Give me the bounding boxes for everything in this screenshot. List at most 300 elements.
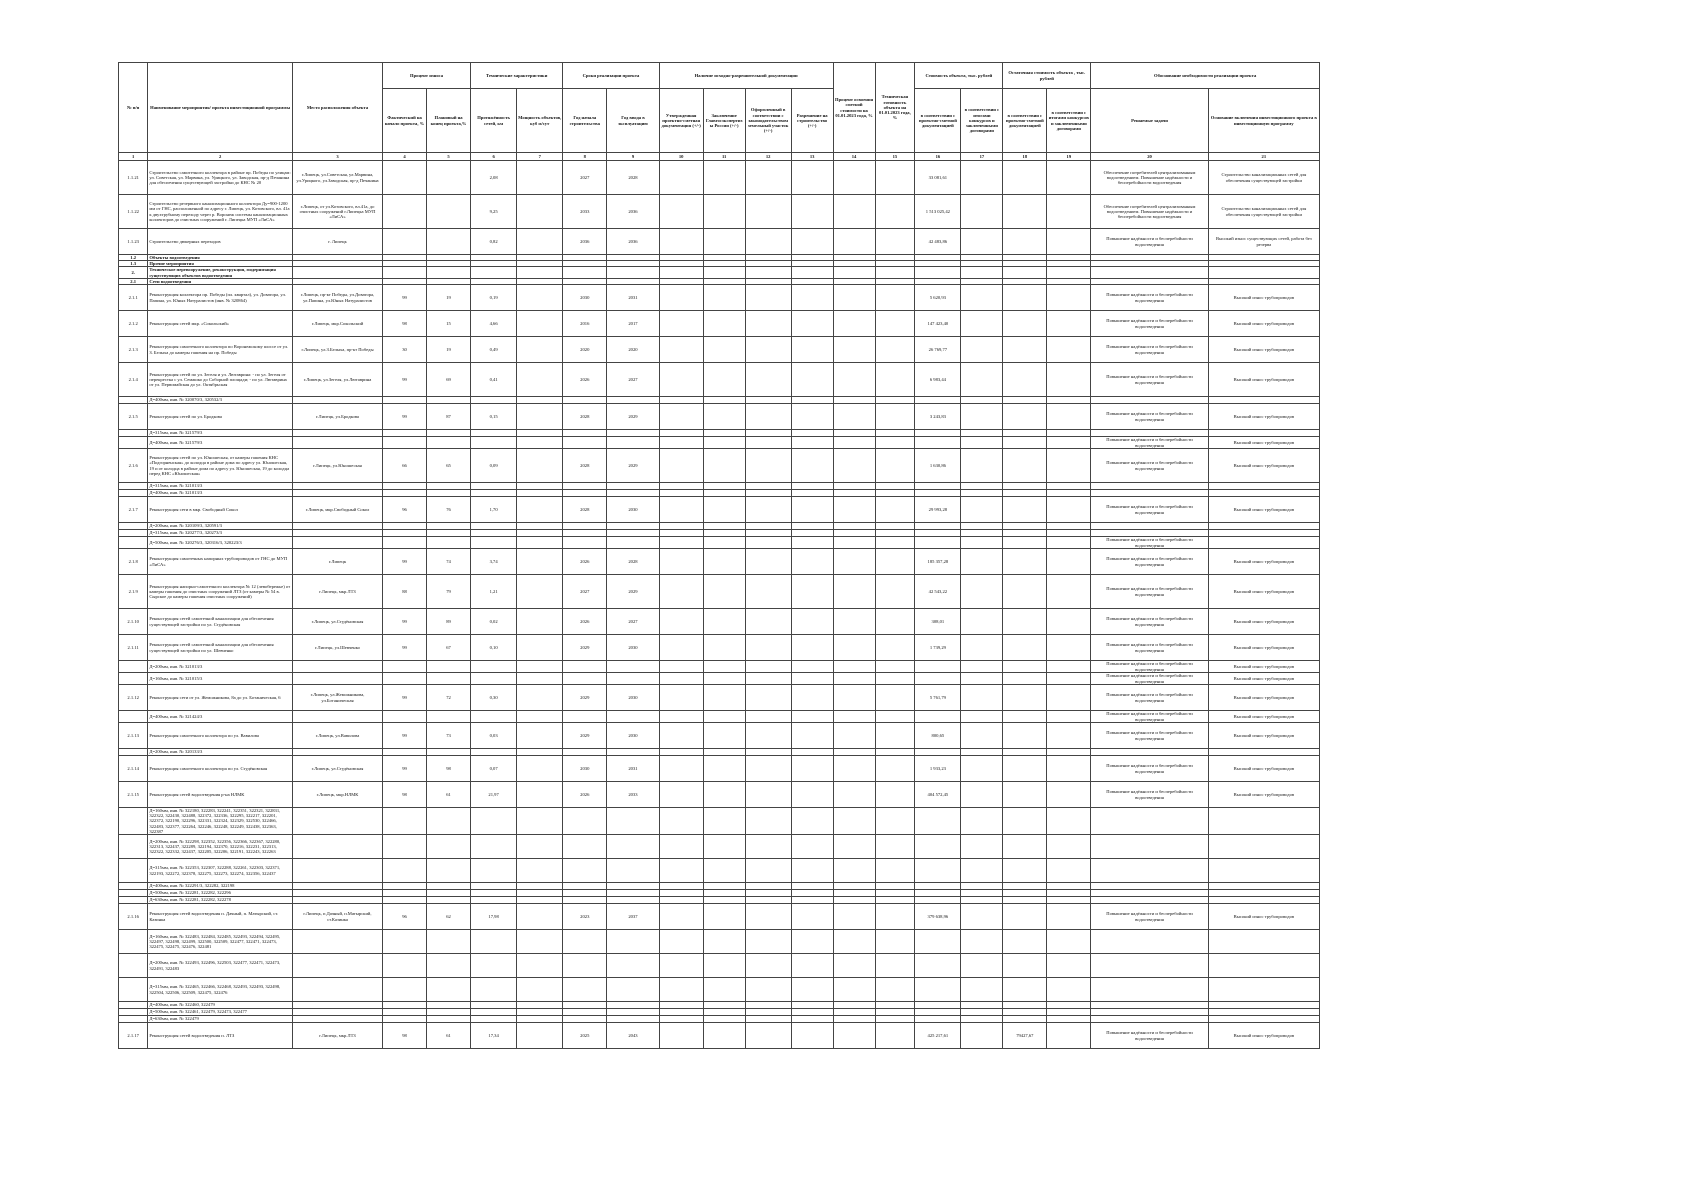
row-land (745, 285, 791, 311)
row-cost-contract (961, 1016, 1003, 1023)
row-actual-wear (383, 1002, 427, 1009)
row-name: Д=400мм, инв. № 322460, 322479 (148, 1002, 293, 1009)
row-cost: 1 630,86 (915, 449, 961, 483)
table-row (119, 229, 1320, 255)
row-expertise (703, 835, 745, 859)
row-planned-wear (427, 1016, 471, 1023)
row-expertise (703, 661, 745, 673)
row-design-docs (659, 883, 703, 890)
row-readiness (875, 1009, 915, 1016)
row-planned-wear: 73 (427, 723, 471, 749)
row-number: 1.1.23 (119, 229, 148, 255)
row-land (745, 195, 791, 229)
row-land (745, 537, 791, 549)
row-permit (791, 437, 833, 449)
row-rest-cost (1003, 549, 1047, 575)
row-length: 17,98 (471, 904, 517, 930)
row-capacity (517, 311, 563, 337)
row-cost-percent (833, 530, 875, 537)
row-permit (791, 530, 833, 537)
row-rest-cost (1003, 782, 1047, 808)
row-land (745, 723, 791, 749)
row-number (119, 808, 148, 835)
row-name: Д=200мм, инв. № 320109/3, 320591/3 (148, 523, 293, 530)
row-end-year (607, 835, 659, 859)
row-design-docs (659, 711, 703, 723)
table-row (119, 897, 1320, 904)
row-length (471, 711, 517, 723)
row-cost: 42 483,86 (915, 229, 961, 255)
row-readiness (875, 1016, 915, 1023)
row-readiness (875, 756, 915, 782)
row-planned-wear: 19 (427, 285, 471, 311)
row-end-year: 2029 (607, 449, 659, 483)
row-basis (1208, 859, 1319, 883)
row-rest-contract (1047, 497, 1091, 523)
row-rest-cost (1003, 883, 1047, 890)
row-expertise (703, 483, 745, 490)
row-permit (791, 549, 833, 575)
row-basis: Высокий износ трубопроводов (1208, 685, 1319, 711)
row-cost-percent (833, 661, 875, 673)
row-cost-contract (961, 808, 1003, 835)
row-expertise (703, 711, 745, 723)
row-basis: Высокий износ трубопроводов (1208, 1023, 1319, 1049)
row-capacity (517, 1016, 563, 1023)
row-name: Объекты водоотведения (148, 255, 293, 261)
row-readiness (875, 808, 915, 835)
row-task (1091, 490, 1208, 497)
row-capacity (517, 497, 563, 523)
row-design-docs (659, 897, 703, 904)
table-row (119, 285, 1320, 311)
row-rest-cost (1003, 890, 1047, 897)
row-place: г.Липецк, мкр.ЛТЗ (292, 575, 382, 609)
table-row (119, 808, 1320, 835)
row-name: Д=630мм, инв. № 322281, 322282, 322278 (148, 897, 293, 904)
row-readiness (875, 404, 915, 430)
table-row (119, 267, 1320, 278)
row-permit (791, 673, 833, 685)
row-length: 0,30 (471, 685, 517, 711)
row-place: г.Липецк, ул.Шевченко (292, 635, 382, 661)
table-row (119, 930, 1320, 954)
row-start-year (563, 490, 607, 497)
row-expertise (703, 673, 745, 685)
row-expertise (703, 267, 745, 278)
row-place: г. Липецк (292, 229, 382, 255)
row-expertise (703, 229, 745, 255)
row-end-year: 2017 (607, 311, 659, 337)
row-task (1091, 1016, 1208, 1023)
column-number: 12 (745, 153, 791, 161)
row-rest-cost (1003, 530, 1047, 537)
row-rest-contract (1047, 490, 1091, 497)
row-task: Повышение надёжности и бесперебойности водоотведения (1091, 311, 1208, 337)
row-rest-cost (1003, 363, 1047, 397)
row-land (745, 954, 791, 978)
row-name: Реконструкция сетей самотечной канализации для обеспечения существующей застройки по ул. Шевченко (148, 635, 293, 661)
row-start-year (563, 883, 607, 890)
row-readiness (875, 954, 915, 978)
row-design-docs (659, 549, 703, 575)
row-actual-wear (383, 749, 427, 756)
row-rest-contract (1047, 311, 1091, 337)
row-land (745, 337, 791, 363)
row-capacity (517, 483, 563, 490)
row-planned-wear (427, 859, 471, 883)
row-length (471, 883, 517, 890)
row-length (471, 397, 517, 404)
column-number: 9 (607, 153, 659, 161)
row-length: 17,34 (471, 1023, 517, 1049)
row-capacity (517, 835, 563, 859)
row-basis (1208, 883, 1319, 890)
row-rest-contract (1047, 549, 1091, 575)
row-cost: 1 739,29 (915, 635, 961, 661)
row-actual-wear (383, 897, 427, 904)
row-start-year: 2025 (563, 1023, 607, 1049)
row-place: г.Липецк, ул.Юношеская (292, 449, 382, 483)
row-start-year: 2016 (563, 311, 607, 337)
row-cost-contract (961, 430, 1003, 437)
row-expertise (703, 930, 745, 954)
row-place (292, 954, 382, 978)
row-basis (1208, 490, 1319, 497)
row-land (745, 549, 791, 575)
row-capacity (517, 685, 563, 711)
row-length (471, 1016, 517, 1023)
row-readiness (875, 397, 915, 404)
row-cost: 29 993,28 (915, 497, 961, 523)
row-name: Прочие мероприятия (148, 261, 293, 267)
row-planned-wear (427, 890, 471, 897)
row-number (119, 437, 148, 449)
row-design-docs (659, 483, 703, 490)
row-name: Д=400мм, инв. № 321579/3 (148, 437, 293, 449)
row-rest-cost (1003, 523, 1047, 530)
row-place (292, 883, 382, 890)
column-number: 13 (791, 153, 833, 161)
row-start-year (563, 537, 607, 549)
row-number (119, 749, 148, 756)
row-capacity (517, 711, 563, 723)
row-length: 1,70 (471, 497, 517, 523)
row-basis: Высокий износ трубопроводов (1208, 723, 1319, 749)
row-land (745, 497, 791, 523)
row-actual-wear (383, 195, 427, 229)
row-number: 2.1.8 (119, 549, 148, 575)
row-cost-contract (961, 749, 1003, 756)
row-number: 1.2 (119, 255, 148, 261)
row-readiness (875, 711, 915, 723)
row-capacity (517, 723, 563, 749)
row-cost-percent (833, 523, 875, 530)
row-task: Повышение надёжности и бесперебойности водоотведения (1091, 449, 1208, 483)
row-rest-contract (1047, 430, 1091, 437)
row-number: 2.1.15 (119, 782, 148, 808)
table-row (119, 859, 1320, 883)
row-cost-contract (961, 337, 1003, 363)
row-expertise (703, 883, 745, 890)
row-capacity (517, 808, 563, 835)
row-actual-wear (383, 523, 427, 530)
row-rest-cost (1003, 673, 1047, 685)
row-start-year (563, 711, 607, 723)
row-rest-contract (1047, 673, 1091, 685)
row-rest-contract (1047, 954, 1091, 978)
row-cost (915, 267, 961, 278)
row-rest-contract (1047, 1002, 1091, 1009)
row-capacity (517, 449, 563, 483)
row-rest-contract (1047, 523, 1091, 530)
row-design-docs (659, 782, 703, 808)
table-row (119, 549, 1320, 575)
row-name: Строительство резервного канализационного коллектора Ду=900-1200 мм от ГНС, расположенной по адресу г. Липецк, ул. Котовского, вл. 41а к двухтрубному переходу через р. Воронеж системы канализационных коллекторов до очистных сооружений г. Липецка МУП «ЛиСА» (148, 195, 293, 229)
row-end-year: 2028 (607, 161, 659, 195)
row-readiness (875, 229, 915, 255)
row-cost-percent (833, 890, 875, 897)
row-basis: Высокий износ трубопроводов (1208, 635, 1319, 661)
row-land (745, 835, 791, 859)
row-actual-wear: 98 (383, 782, 427, 808)
row-place: г.Липецк, мкр.ЛТЗ (292, 1023, 382, 1049)
row-planned-wear: 98 (427, 756, 471, 782)
row-expertise (703, 904, 745, 930)
row-rest-cost: 79427,67 (1003, 1023, 1047, 1049)
row-readiness (875, 1023, 915, 1049)
col-cost-percent: Процент освоения сметной стоимости на 01.01.2023 года, % (833, 63, 875, 153)
row-cost-contract (961, 859, 1003, 883)
row-permit (791, 449, 833, 483)
row-design-docs (659, 397, 703, 404)
row-capacity (517, 530, 563, 537)
row-rest-cost (1003, 661, 1047, 673)
row-name: Реконструкция коллектора пр. Победы (пл. квартал), ул. Доватора, ул. Папина, ул. Юных Натуралистов (инв. № 320864) (148, 285, 293, 311)
row-cost-contract (961, 161, 1003, 195)
row-length (471, 1009, 517, 1016)
row-planned-wear (427, 749, 471, 756)
row-land (745, 161, 791, 195)
row-permit (791, 497, 833, 523)
row-start-year (563, 483, 607, 490)
row-land (745, 1016, 791, 1023)
row-cost-contract (961, 890, 1003, 897)
row-length: 0,02 (471, 609, 517, 635)
row-number: 2.1.11 (119, 635, 148, 661)
row-cost-percent (833, 723, 875, 749)
row-name: Д=315мм, инв. № 321013/3 (148, 483, 293, 490)
row-cost (915, 808, 961, 835)
row-capacity (517, 490, 563, 497)
col-rest-design: в соответствии с проектно-сметной документацией (1003, 89, 1047, 153)
table-row (119, 161, 1320, 195)
row-rest-cost (1003, 835, 1047, 859)
row-land (745, 490, 791, 497)
row-expertise (703, 954, 745, 978)
row-planned-wear (427, 161, 471, 195)
row-end-year (607, 430, 659, 437)
row-place (292, 808, 382, 835)
row-readiness (875, 530, 915, 537)
row-cost-contract (961, 549, 1003, 575)
row-length (471, 978, 517, 1002)
row-cost-percent (833, 1002, 875, 1009)
row-expertise (703, 1002, 745, 1009)
row-place (292, 897, 382, 904)
row-task: Повышение надёжности и бесперебойности водоотведения (1091, 609, 1208, 635)
col-readiness: Техническая готовность объекта на 01.01.2023 года, % (875, 63, 915, 153)
row-start-year (563, 808, 607, 835)
table-row (119, 890, 1320, 897)
column-number: 3 (292, 153, 382, 161)
row-planned-wear (427, 537, 471, 549)
row-task: Повышение надёжности и бесперебойности водоотведения (1091, 661, 1208, 673)
row-length (471, 490, 517, 497)
row-number: 2.1 (119, 278, 148, 284)
row-task: Повышение надёжности и бесперебойности водоотведения (1091, 404, 1208, 430)
row-number: 2. (119, 267, 148, 278)
row-cost-percent (833, 756, 875, 782)
row-place (292, 673, 382, 685)
row-rest-contract (1047, 835, 1091, 859)
row-start-year: 2020 (563, 337, 607, 363)
row-cost (915, 835, 961, 859)
row-task: Повышение надёжности и бесперебойности водоотведения (1091, 782, 1208, 808)
column-number: 2 (148, 153, 293, 161)
row-number: 2.1.3 (119, 337, 148, 363)
row-cost-contract (961, 685, 1003, 711)
row-place: г.Липецк, ул.Зегеля, ул.Лютаврина (292, 363, 382, 397)
row-cost-contract (961, 1009, 1003, 1016)
row-place: г.Липецк, п.Дачный, п.Матырский, ст.Казинка (292, 904, 382, 930)
row-rest-cost (1003, 497, 1047, 523)
row-rest-contract (1047, 749, 1091, 756)
row-place: г.Липецк (292, 549, 382, 575)
col-cost-design: в соответствии с проектно-сметной документацией (915, 89, 961, 153)
row-actual-wear (383, 267, 427, 278)
row-basis (1208, 890, 1319, 897)
row-cost-percent (833, 537, 875, 549)
row-rest-cost (1003, 195, 1047, 229)
row-basis: Высокий износ трубопроводов (1208, 661, 1319, 673)
row-design-docs (659, 161, 703, 195)
row-number: 1.1.21 (119, 161, 148, 195)
row-place: г.Липецк, мкр.НЛМК (292, 782, 382, 808)
row-planned-wear (427, 1002, 471, 1009)
row-actual-wear (383, 1009, 427, 1016)
row-rest-contract (1047, 285, 1091, 311)
row-cost: 3 243,83 (915, 404, 961, 430)
row-rest-contract (1047, 530, 1091, 537)
row-cost (915, 437, 961, 449)
row-task (1091, 1009, 1208, 1016)
row-length (471, 437, 517, 449)
row-cost-percent (833, 404, 875, 430)
row-name: Реконструкция сетей водоотведения п. Дачный, п. Матырский, ст. Казинка (148, 904, 293, 930)
row-cost-percent (833, 978, 875, 1002)
row-place (292, 859, 382, 883)
row-rest-contract (1047, 883, 1091, 890)
row-name: Д=400мм, инв. № 320070/3, 320532/3 (148, 397, 293, 404)
row-land (745, 930, 791, 954)
row-expertise (703, 430, 745, 437)
row-land (745, 523, 791, 530)
row-place: г.Липецк, ул.Студёновская (292, 609, 382, 635)
row-planned-wear (427, 437, 471, 449)
row-task: Повышение надёжности и бесперебойности водоотведения (1091, 711, 1208, 723)
row-permit (791, 635, 833, 661)
row-capacity (517, 897, 563, 904)
row-planned-wear (427, 267, 471, 278)
row-actual-wear: 99 (383, 756, 427, 782)
row-design-docs (659, 530, 703, 537)
table-row (119, 523, 1320, 530)
row-rest-cost (1003, 537, 1047, 549)
row-task (1091, 897, 1208, 904)
row-cost: 26 769,77 (915, 337, 961, 363)
row-start-year (563, 437, 607, 449)
row-rest-contract (1047, 782, 1091, 808)
row-actual-wear: 96 (383, 904, 427, 930)
row-cost (915, 530, 961, 537)
row-length (471, 483, 517, 490)
row-cost-contract (961, 723, 1003, 749)
row-planned-wear: 76 (427, 497, 471, 523)
row-name: Д=630мм, инв. № 322479 (148, 1016, 293, 1023)
row-place (292, 890, 382, 897)
row-readiness (875, 575, 915, 609)
row-land (745, 782, 791, 808)
row-land (745, 311, 791, 337)
row-end-year: 2030 (607, 723, 659, 749)
row-design-docs (659, 1016, 703, 1023)
row-actual-wear (383, 711, 427, 723)
row-number: 2.1.13 (119, 723, 148, 749)
column-number: 7 (517, 153, 563, 161)
row-permit (791, 363, 833, 397)
col-cost-contract: в соответствии с итогами конкурсов и заключенными договорами (961, 89, 1003, 153)
row-rest-contract (1047, 449, 1091, 483)
col-length: Протяжённость сетей, км (471, 89, 517, 153)
row-rest-cost (1003, 490, 1047, 497)
row-cost-contract (961, 897, 1003, 904)
row-rest-contract (1047, 756, 1091, 782)
row-task (1091, 1002, 1208, 1009)
row-place (292, 397, 382, 404)
row-permit (791, 285, 833, 311)
row-permit (791, 661, 833, 673)
row-planned-wear: 61 (427, 782, 471, 808)
row-cost (915, 1009, 961, 1016)
row-rest-cost (1003, 430, 1047, 437)
row-permit (791, 808, 833, 835)
row-end-year (607, 530, 659, 537)
row-end-year: 2031 (607, 756, 659, 782)
row-cost (915, 1002, 961, 1009)
row-expertise (703, 285, 745, 311)
row-basis: Высокий износ трубопроводов (1208, 449, 1319, 483)
row-permit (791, 756, 833, 782)
row-task (1091, 483, 1208, 490)
row-place (292, 537, 382, 549)
col-name: Наименование мероприятия/ проекта инвестиционной программы (148, 63, 293, 153)
table-row (119, 635, 1320, 661)
row-end-year (607, 1002, 659, 1009)
row-design-docs (659, 890, 703, 897)
row-basis: Строительство канализационных сетей для обеспечения существующей застройки (1208, 195, 1319, 229)
row-permit (791, 749, 833, 756)
